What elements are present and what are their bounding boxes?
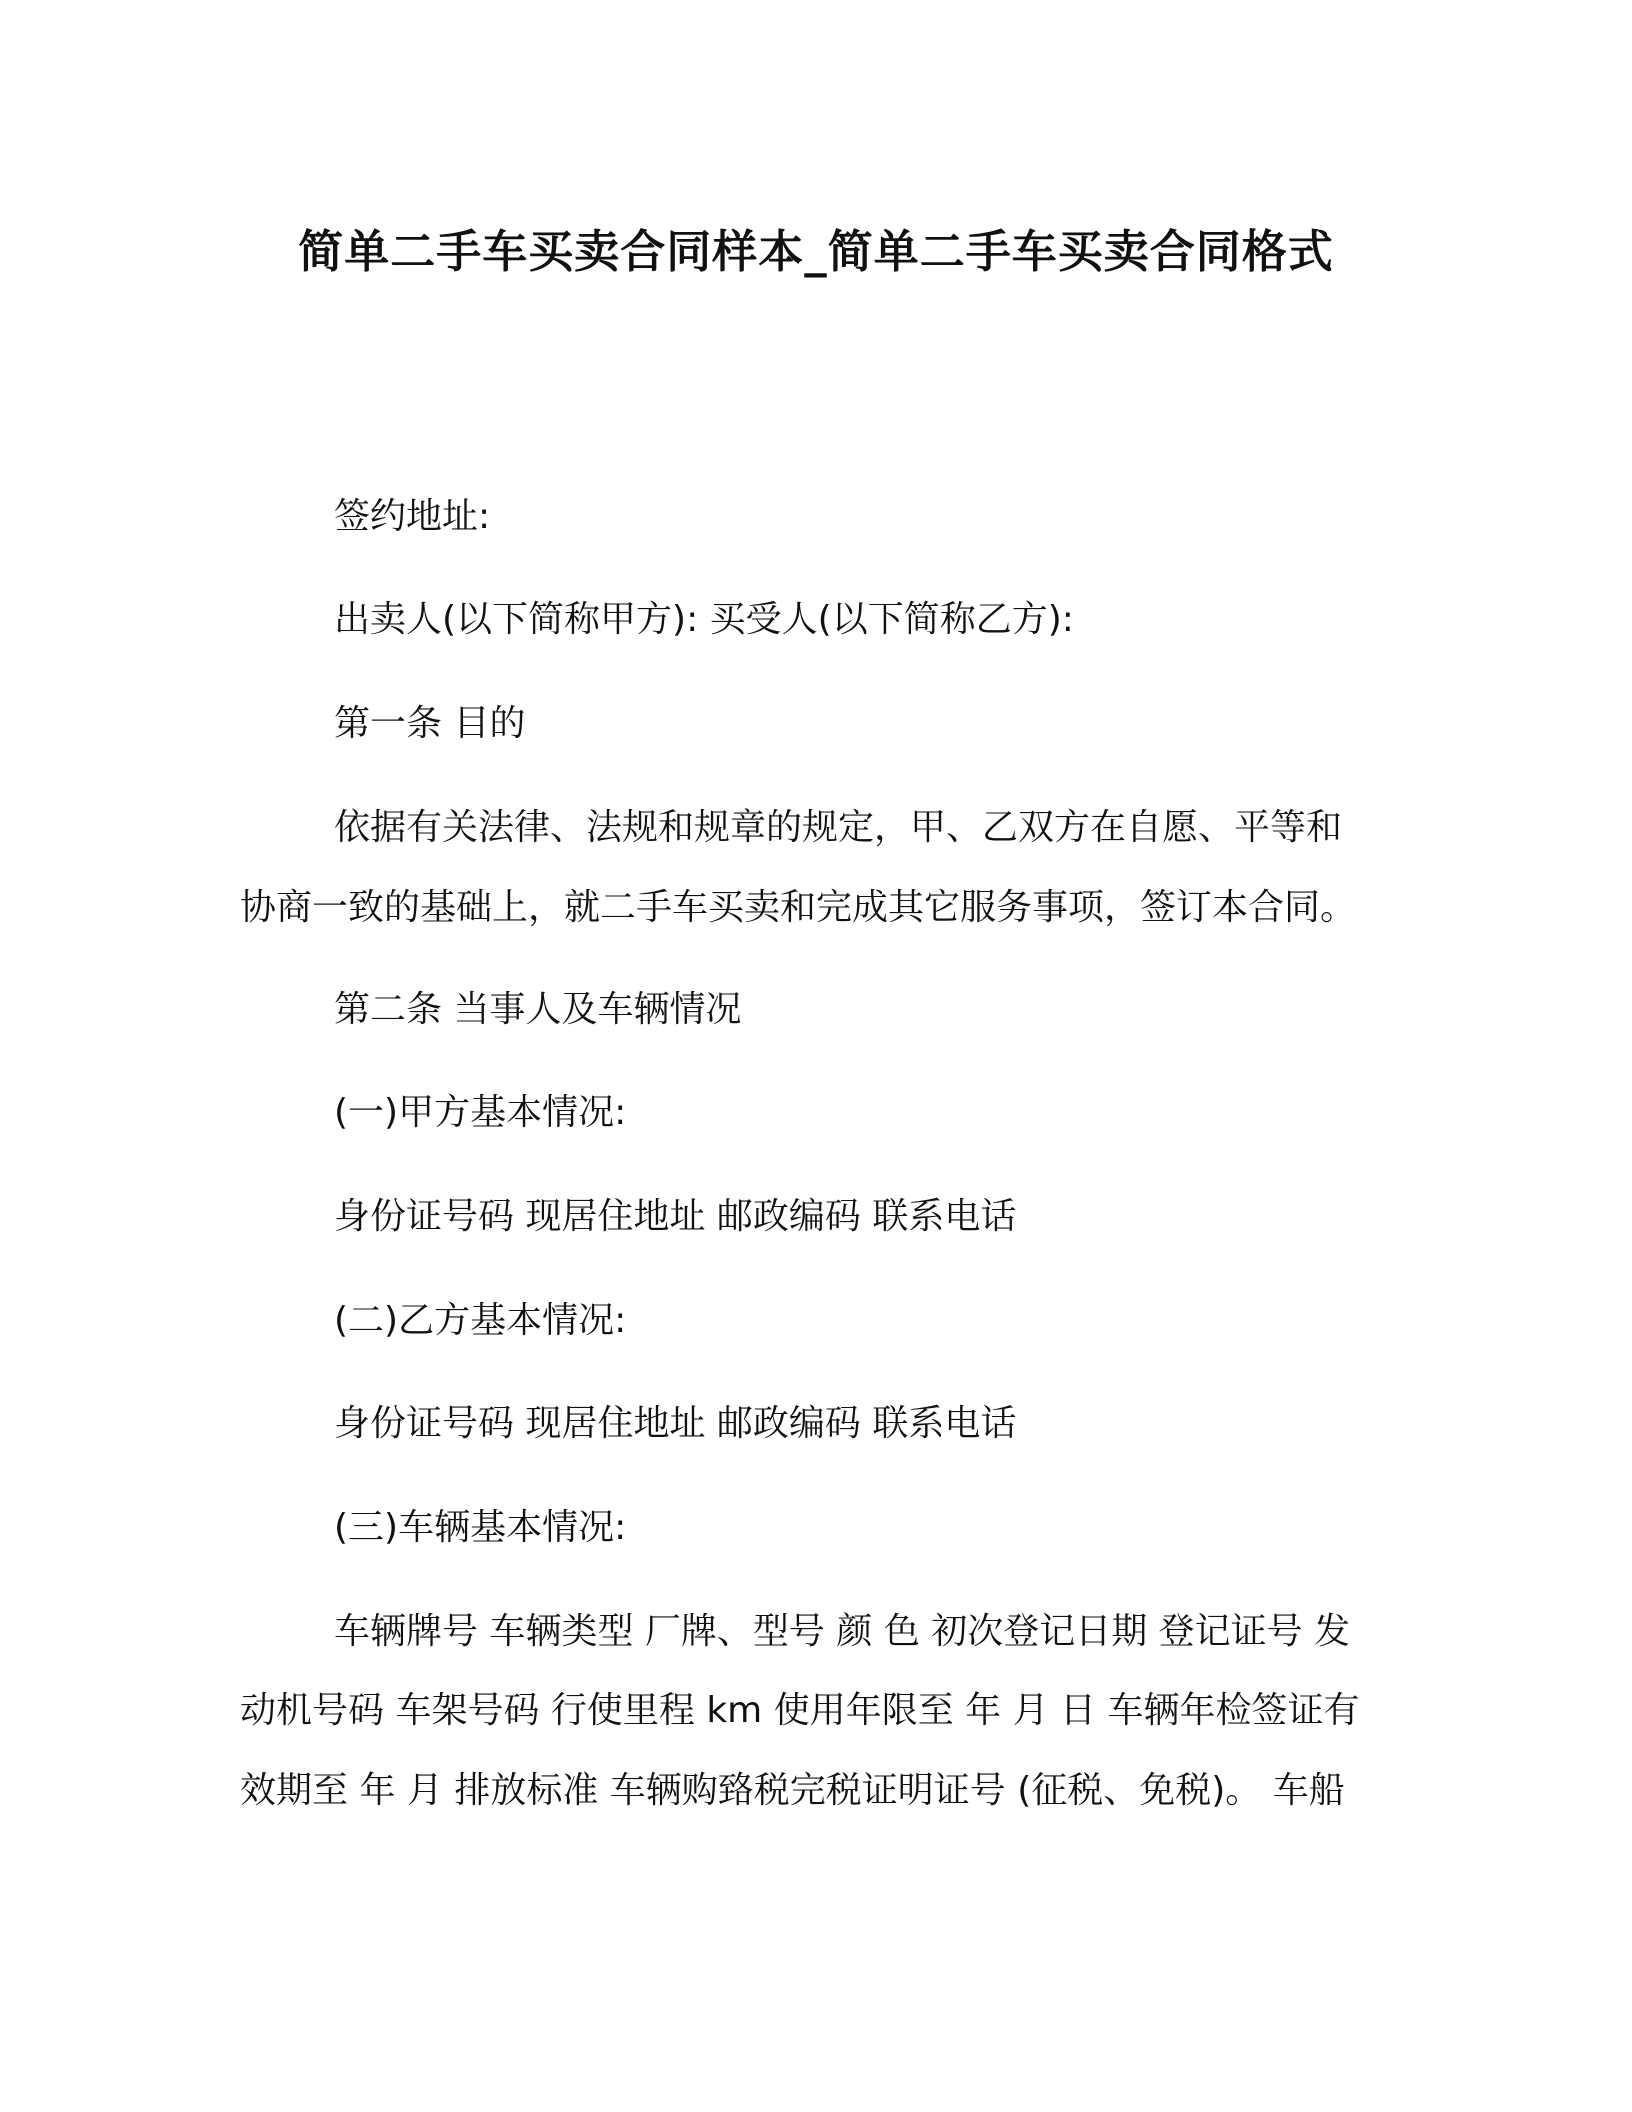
vehicle-line1: 车辆牌号 车辆类型 厂牌、型号 颜 色 初次登记日期 登记证号 发 (334, 1611, 1351, 1652)
vehicle-line3: 效期至 年 月 排放标准 车辆购臵税完税证明证号 (征税、免税)。 车船 (240, 1770, 1345, 1811)
vehicle-line2: 动机号码 车架号码 行使里程 km 使用年限至 年 月 日 车辆年检签证有 (240, 1690, 1360, 1731)
signing-address-line: 签约地址: (334, 496, 491, 537)
parties-line: 出卖人(以下简称甲方): 买受人(以下简称乙方): (334, 599, 1074, 640)
party-b-fields: 身份证号码 现居住地址 邮政编码 联系电话 (334, 1403, 1017, 1444)
party-b-heading: (二)乙方基本情况: (334, 1300, 627, 1341)
article1-line1: 依据有关法律、法规和规章的规定，甲、乙双方在自愿、平等和 (334, 807, 1343, 848)
party-a-heading: (一)甲方基本情况: (334, 1092, 627, 1133)
vehicle-heading: (三)车辆基本情况: (334, 1507, 627, 1548)
document-title: 简单二手车买卖合同样本_简单二手车买卖合同格式 (298, 225, 1334, 278)
article1-heading: 第一条 目的 (334, 703, 526, 744)
party-a-fields: 身份证号码 现居住地址 邮政编码 联系电话 (334, 1196, 1017, 1237)
article1-line2: 协商一致的基础上，就二手车买卖和完成其它服务事项，签订本合同。 (240, 887, 1357, 928)
article2-heading: 第二条 当事人及车辆情况 (334, 989, 742, 1030)
